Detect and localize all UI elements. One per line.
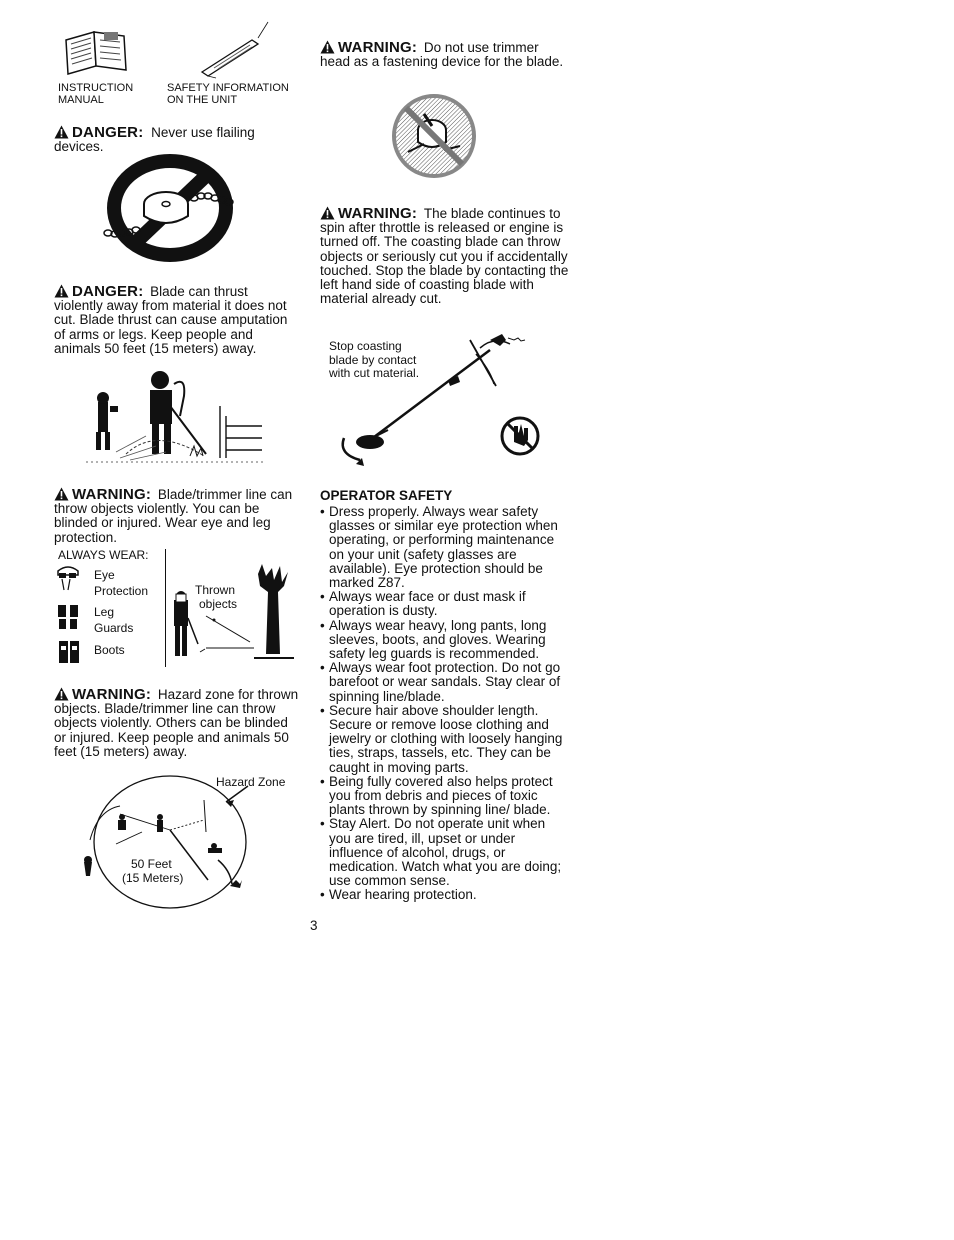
warning-title: WARNING: — [338, 39, 418, 56]
warning-hazard-zone-notice — [54, 687, 302, 759]
instruction-manual-label: INSTRUCTION MANUAL — [58, 82, 134, 106]
danger-flailing-notice — [54, 125, 299, 154]
eye-protection-label: Eye Protection — [94, 568, 149, 598]
danger-title: DANGER: — [72, 283, 144, 300]
warning-coasting-blade-notice — [320, 206, 572, 306]
alert-triangle-icon — [320, 206, 335, 220]
danger-title: DANGER: — [72, 124, 144, 141]
danger-text: Never use flailing devices. — [54, 125, 255, 155]
page-number: 3 — [310, 918, 318, 933]
list-item: • Always wear foot protection. Do not go barefoot or wear sandals. Stay clear of spinning line/blade. — [320, 661, 570, 704]
alert-triangle-icon — [54, 125, 69, 139]
list-item: • Stay Alert. Do not operate unit when you are tired, ill, upset or under influence of alcohol, drugs, or medication. Watch what you are doing; use common sense. — [320, 817, 570, 888]
safety-label-illustration — [192, 20, 272, 80]
warning-title: WARNING: — [338, 205, 418, 222]
thrown-objects-label: Thrown objects — [195, 583, 238, 611]
blade-thrust-illustration — [86, 366, 266, 466]
thrown-objects-illustration — [170, 564, 294, 664]
list-item: • Secure hair above shoulder length. Secure or remove loose clothing and jewelry or clothing with loosely hanging ties, straps, tassels, etc. They can be caught in moving parts. — [320, 704, 570, 775]
alert-triangle-icon — [54, 487, 69, 501]
leg-guards-label: Leg Guards — [94, 605, 134, 635]
list-item: • Always wear face or dust mask if operation is dusty. — [320, 590, 570, 618]
safety-information-label: SAFETY INFORMATION ON THE UNIT — [167, 82, 289, 106]
list-item: • Wear hearing protection. — [320, 888, 570, 902]
hazard-distance-label: 50 Feet (15 Meters) — [122, 857, 184, 885]
warning-title: WARNING: — [72, 486, 152, 503]
no-flailing-device-icon — [100, 158, 260, 258]
alert-triangle-icon — [54, 284, 69, 298]
divider — [165, 549, 166, 667]
alert-triangle-icon — [54, 687, 69, 701]
eye-protection-icon — [56, 563, 80, 596]
leg-guards-icon — [57, 603, 81, 636]
manual-illustration — [62, 26, 132, 76]
coasting-blade-caption: Stop coasting blade by contact with cut material. — [329, 339, 420, 380]
operator-safety-list — [320, 505, 570, 903]
warning-trimmer-head-notice — [320, 40, 570, 69]
always-wear-heading: ALWAYS WEAR: — [58, 548, 149, 562]
warning-thrown-objects-notice — [54, 487, 302, 545]
danger-text: Blade can thrust violently away from material it does not cut. Blade thrust can cause amputation of arms or legs. Keep people and animals 50 feet (15 meters) away. — [54, 284, 288, 356]
operator-safety-heading: OPERATOR SAFETY — [320, 488, 453, 503]
warning-title: WARNING: — [72, 686, 152, 703]
list-item: • Always wear heavy, long pants, long sleeves, boots, and gloves. Wearing safety leg guards is recommended. — [320, 619, 570, 662]
boots-label: Boots — [94, 643, 125, 657]
danger-blade-thrust-notice — [54, 284, 299, 356]
boots-icon — [58, 640, 82, 669]
alert-triangle-icon — [320, 40, 335, 54]
warning-text: The blade continues to spin after throttle is released or engine is turned off. The coasting blade can throw objects or seriously cut you if accidentally touched. Stop the blade by contacting the left hand side of coasting blade with material already cut. — [320, 206, 569, 307]
hazard-zone-label: Hazard Zone — [216, 775, 286, 789]
no-trimmer-head-fastening-icon — [388, 90, 480, 182]
list-item: • Being fully covered also helps protect you from debris and pieces of toxic plants thrown by spinning line/ blade. — [320, 775, 570, 818]
warning-text: Blade/trimmer line can throw objects violently. You can be blinded or injured. Wear eye and leg protection. — [54, 487, 293, 545]
coasting-blade-illustration — [330, 330, 554, 470]
warning-text: Hazard zone for thrown objects. Blade/trimmer line can throw objects violently. Others can be blinded or injured. Keep people and animals 50 feet (15 meters) away. — [54, 687, 299, 759]
warning-text: Do not use trimmer head as a fastening device for the blade. — [320, 40, 564, 70]
list-item: • Dress properly. Always wear safety glasses or similar eye protection when operating, or performing maintenance on your unit (safety glasses are available). Eye protection should be marked Z87. — [320, 505, 570, 590]
